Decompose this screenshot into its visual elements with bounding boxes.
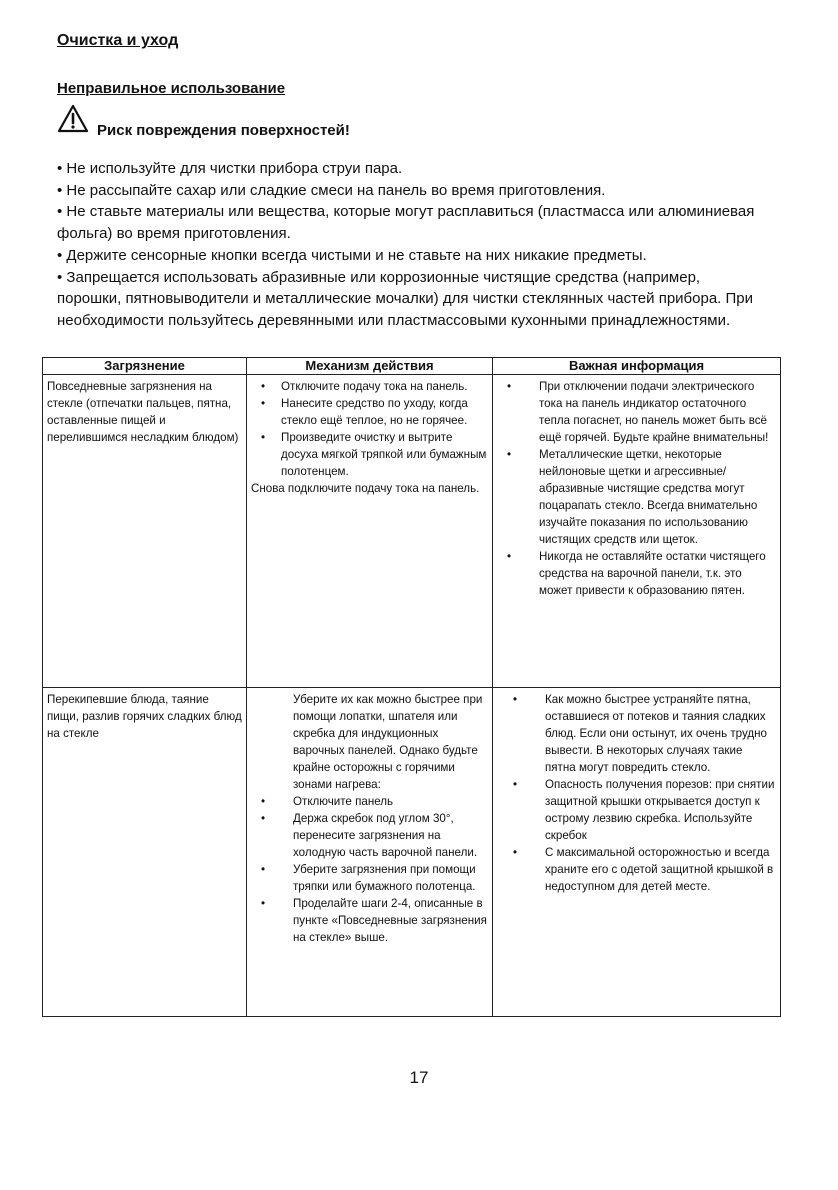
list-item: • Металлические щетки, некоторые нейлоновые щетки и агрессивные/абразивные чистящие средства могут поцарапать стекло. Всегда внимательно изучайте показания по использованию чистящих средств или щеток. <box>507 448 758 546</box>
list-item-text: Как можно быстрее устраняйте пятна, оставшиеся от потеков и таяния сладких блюд. Если они остынут, их очень трудно вывести. В некоторых случаях такие пятна могут повредить стекло. <box>545 693 767 774</box>
list-item-text: Отключите панель <box>293 795 394 808</box>
list-item-text: Отключите подачу тока на панель. <box>281 380 468 393</box>
header-contamination: Загрязнение <box>43 358 247 375</box>
list-item: • При отключении подачи электрического тока на панель индикатор остаточного тепла погаснет, но панель может быть всё ещё горячей. Будьте крайне внимательны! <box>507 380 769 444</box>
list-item: • Отключите панель <box>261 795 394 808</box>
section-title: Неправильное использование <box>57 80 286 97</box>
bullet-item: • Держите сенсорные кнопки всегда чистыми и не ставьте на них никакие предметы. <box>57 246 647 264</box>
warning-text: Риск повреждения поверхностей! <box>97 122 350 139</box>
contamination-cell <box>43 688 247 1017</box>
bullet-item: • Не используйте для чистки прибора струи пара. <box>57 160 403 177</box>
warning-triangle-icon <box>57 104 89 134</box>
info-cell <box>493 688 781 1017</box>
bullet-item: • Не рассыпайте сахар или сладкие смеси на панель во время приготовления. <box>57 181 606 199</box>
mechanism-list <box>251 378 488 480</box>
list-item-text: С максимальной осторожностью и всегда храните его с одетой защитной крышкой в недоступном для детей месте. <box>545 846 774 893</box>
list-item-text: Уберите загрязнения при помощи тряпки или бумажного полотенца. <box>293 863 476 893</box>
list-item: • С максимальной осторожностью и всегда храните его с одетой защитной крышкой в недоступном для детей месте. <box>513 846 774 893</box>
mechanism-list <box>251 793 488 946</box>
list-item-text: Нанесите средство по уходу, когда стекло ещё теплое, но не горячее. <box>281 397 468 427</box>
contamination-text: Повседневные загрязнения на стекле (отпечатки пальцев, пятна, оставленные пищей и перелившимся несладким блюдом) <box>47 380 239 444</box>
header-mechanism: Механизм действия <box>247 358 493 375</box>
list-item: • Отключите подачу тока на панель. <box>261 380 468 393</box>
bullet-item: • Запрещается использовать абразивные или коррозионные чистящие средства (например, порошки, пятновыводители и металлические мочалки) для чистки стеклянных частей прибора. При необходимости пользуйтесь деревянными или пластмассовыми кухонными принадлежностями. <box>57 268 753 329</box>
list-item: • Держа скребок под углом 30°, перенесите загрязнения на холодную часть варочной панели. <box>261 812 478 859</box>
list-item-text: Опасность получения порезов: при снятии защитной крышки открывается доступ к острому лезвию скребка. Используйте скребок <box>545 778 775 842</box>
contamination-cell <box>43 375 247 688</box>
list-item-text: Держа скребок под углом 30°, перенесите загрязнения на холодную часть варочной панели. <box>293 812 478 859</box>
mechanism-intro: Уберите их как можно быстрее при помощи лопатки, шпателя или скребка для индукционных варочных панелей. Однако будьте крайне осторожны с горячими зонами нагрева: <box>293 693 483 791</box>
info-list <box>497 691 776 895</box>
bullet-item: • Не ставьте материалы или вещества, которые могут расплавиться (пластмасса или алюминиевая фольга) во время приготовления. <box>57 203 755 243</box>
contamination-text: Перекипевшие блюда, таяние пищи, разлив горячих сладких блюд на стекле <box>47 693 242 740</box>
table-row <box>43 688 781 1017</box>
header-info: Важная информация <box>493 358 781 375</box>
usage-bullets <box>57 158 757 332</box>
list-item: • Уберите загрязнения при помощи тряпки или бумажного полотенца. <box>261 863 476 893</box>
cleaning-table <box>42 357 781 1017</box>
table-row <box>43 375 781 688</box>
mechanism-after-text: Снова подключите подачу тока на панель. <box>251 482 480 495</box>
list-item-text: Никогда не оставляйте остатки чистящего средства на варочной панели, т.к. это может привести к образованию пятен. <box>539 550 766 597</box>
table-header-row <box>43 358 781 375</box>
list-item: • Нанесите средство по уходу, когда стекло ещё теплое, но не горячее. <box>261 397 468 427</box>
list-item: • Произведите очистку и вытрите досуха мягкой тряпкой или бумажным полотенцем. <box>261 431 487 478</box>
list-item-text: Проделайте шаги 2-4, описанные в пункте «Повседневные загрязнения на стекле» выше. <box>293 897 487 944</box>
list-item: • Как можно быстрее устраняйте пятна, оставшиеся от потеков и таяния сладких блюд. Если они остынут, их очень трудно вывести. В некоторых случаях такие пятна могут повредить стекло. <box>513 693 767 774</box>
list-item-text: Произведите очистку и вытрите досуха мягкой тряпкой или бумажным полотенцем. <box>281 431 487 478</box>
page-title: Очистка и уход <box>57 32 179 49</box>
list-item-text: При отключении подачи электрического тока на панель индикатор остаточного тепла погаснет, но панель может быть всё ещё горячей. Будьте крайне внимательны! <box>539 380 769 444</box>
list-item-text: Металлические щетки, некоторые нейлоновые щетки и агрессивные/абразивные чистящие средства могут поцарапать стекло. Всегда внимательно изучайте показания по использованию чистящих средств или щеток. <box>539 448 758 546</box>
mechanism-cell <box>247 688 493 1017</box>
info-list <box>497 378 776 599</box>
list-item: • Никогда не оставляйте остатки чистящего средства на варочной панели, т.к. это может привести к образованию пятен. <box>507 550 766 597</box>
list-item: • Проделайте шаги 2-4, описанные в пункте «Повседневные загрязнения на стекле» выше. <box>261 897 487 944</box>
info-cell <box>493 375 781 688</box>
page-number: 17 <box>409 1068 429 1087</box>
mechanism-cell <box>247 375 493 688</box>
list-item: • Опасность получения порезов: при снятии защитной крышки открывается доступ к острому лезвию скребка. Используйте скребок <box>513 778 775 842</box>
